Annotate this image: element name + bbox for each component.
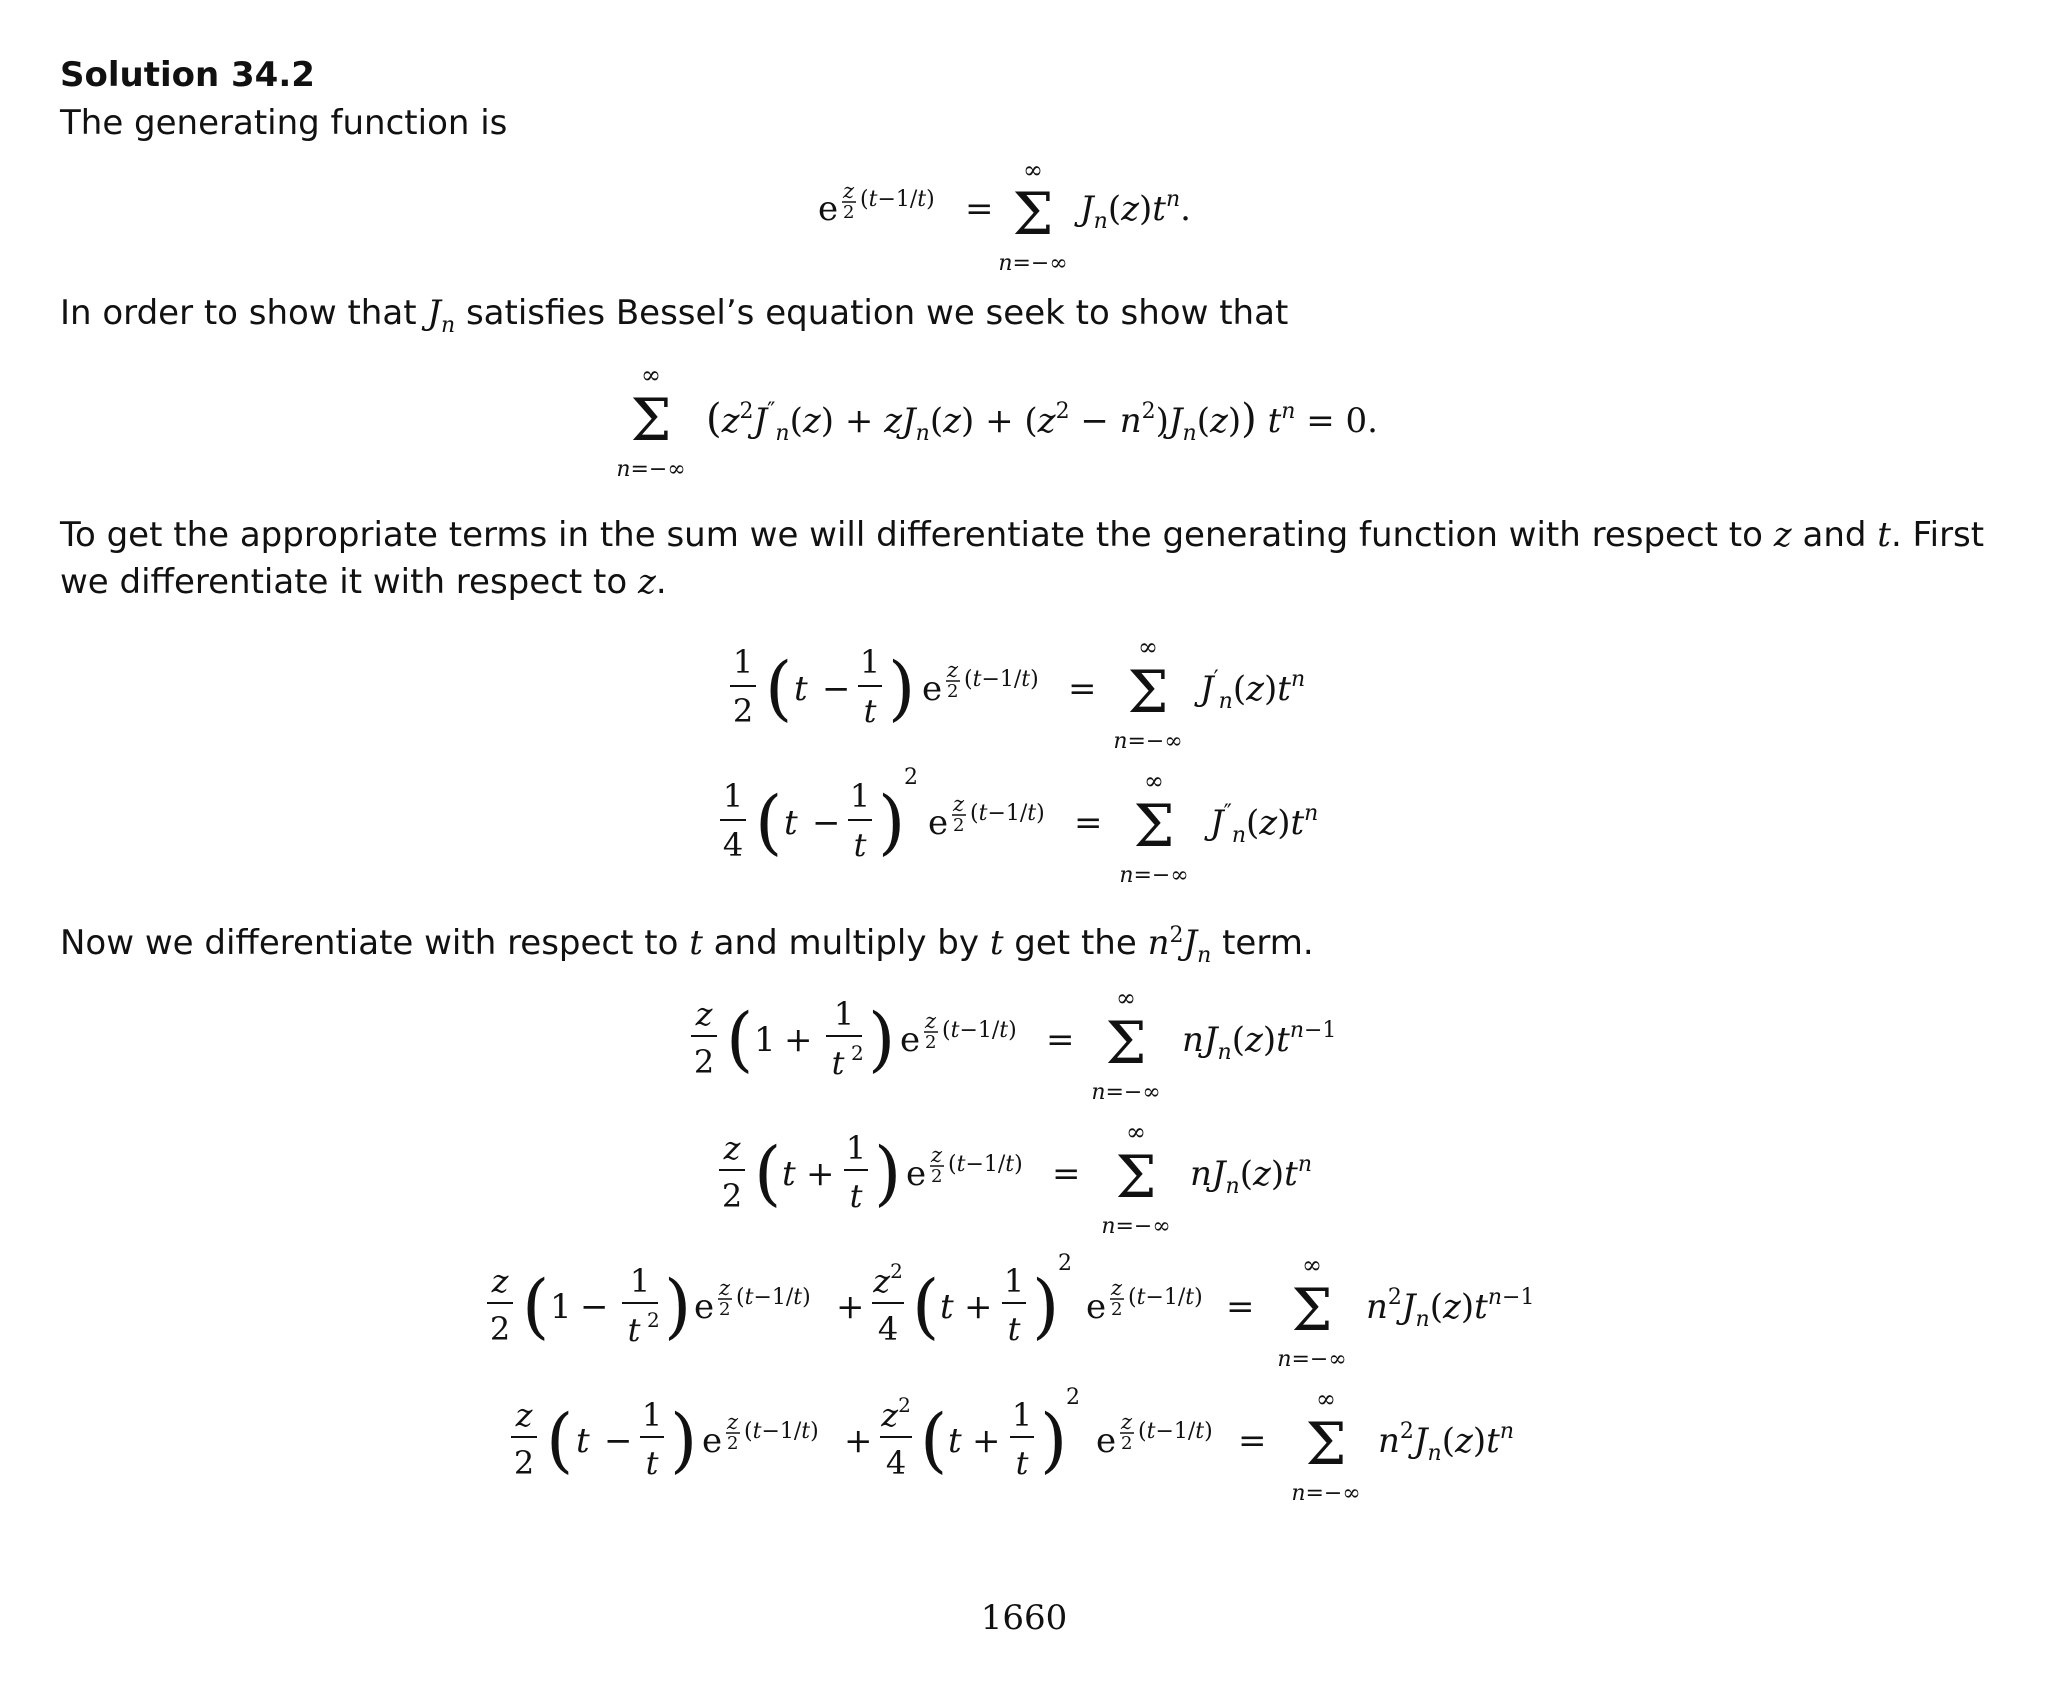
svg-text:(z2J″n(z) + zJn(z) + (z2 − n2): $(z^2J''_n(z) + zJ_n(z) + (z^2 - n^2)J_n(z)) t^n = 0$. (706, 396, 1378, 446)
svg-text:): ) (1040, 1399, 1068, 1481)
svg-text:2: 2 (953, 815, 965, 836)
svg-text:=: = (965, 189, 994, 229)
svg-text:Σ: Σ (1105, 1009, 1147, 1077)
svg-text:n=−∞: n=−∞ (1291, 1481, 1361, 1506)
svg-text:nJn(z)tn: $nJ_n(z)t^n$ (1190, 1152, 1312, 1199)
svg-text:n=−∞: n=−∞ (1119, 863, 1189, 888)
svg-text:n=−∞: n=−∞ (1277, 1347, 1347, 1372)
svg-text:t: t (863, 692, 877, 730)
svg-text:(t−1/t): (t−1/t) (942, 1018, 1017, 1043)
svg-text:1: 1 (722, 777, 744, 815)
svg-text:t: t (831, 1044, 845, 1082)
svg-text:4: 4 (877, 1310, 899, 1348)
svg-text:t: t (782, 1154, 796, 1194)
svg-text:z: z (515, 1396, 533, 1434)
svg-text:2: 2 (719, 1299, 731, 1320)
svg-text:): ) (888, 647, 916, 729)
svg-text:=: = (1052, 1154, 1081, 1194)
equation-dt-times-t (719, 1118, 1312, 1239)
svg-text:(t−1/t): (t−1/t) (1138, 1419, 1213, 1444)
svg-text:2: 2 (1111, 1299, 1123, 1320)
equation-dt-second (487, 1251, 1534, 1372)
svg-text:n=−∞: n=−∞ (1091, 1080, 1161, 1105)
svg-text:∞: ∞ (1302, 1251, 1322, 1279)
svg-text:t: t (948, 1421, 962, 1461)
svg-text:+: + (972, 1421, 1001, 1461)
svg-text:(t−1/t): (t−1/t) (860, 187, 935, 212)
svg-text:+: + (784, 1020, 813, 1060)
svg-text:=: = (1226, 1287, 1255, 1327)
svg-text:−: − (812, 803, 841, 843)
svg-text:Σ: Σ (1133, 792, 1175, 860)
svg-text:(: ( (765, 647, 793, 729)
svg-text:(t−1/t): (t−1/t) (744, 1419, 819, 1444)
svg-text:t: t (940, 1287, 954, 1327)
svg-text:1: 1 (732, 643, 754, 681)
svg-text:e: e (928, 803, 949, 843)
svg-text:z: z (719, 1276, 731, 1300)
svg-text:z: z (947, 658, 959, 682)
svg-text:+: + (836, 1287, 865, 1327)
svg-text:−: − (822, 669, 851, 709)
svg-text:): ) (868, 998, 896, 1080)
svg-text:2: 2 (727, 1433, 739, 1454)
svg-text:1: 1 (849, 777, 871, 815)
svg-text:t: t (576, 1421, 590, 1461)
svg-text:J′n(z)tn: $J'_n(z)t^n$ (1200, 667, 1306, 714)
svg-text:z2: $z^2$ (881, 1393, 911, 1434)
svg-text:): ) (878, 781, 906, 863)
svg-text:): ) (1032, 1265, 1060, 1347)
svg-text:J″n(z)tn: $J''_n(z)t^n$ (1210, 801, 1319, 848)
equation-generating-function (818, 156, 1191, 276)
svg-text:1: 1 (833, 995, 855, 1033)
paragraph-differentiate: To get the appropriate terms in the sum we will differentiate the generating function with respect to z and t. First we differentiate it with respect to z. (60, 515, 1985, 602)
svg-text:(t−1/t): (t−1/t) (964, 667, 1039, 692)
svg-text:2: 2 (489, 1310, 511, 1348)
svg-text:=: = (1046, 1020, 1075, 1060)
svg-text:e: e (922, 669, 943, 709)
svg-text:(t−1/t): (t−1/t) (948, 1152, 1023, 1177)
svg-text:1: 1 (859, 643, 881, 681)
svg-text:2: 2 (721, 1177, 743, 1215)
svg-text:2: 2 (1066, 1385, 1080, 1410)
svg-text:(: ( (920, 1399, 948, 1481)
svg-text:n2Jn(z)tn: $n^2J_n(z)t^n$ (1378, 1419, 1515, 1466)
svg-text:1: 1 (629, 1262, 651, 1300)
svg-text:+: + (806, 1154, 835, 1194)
svg-text:4: 4 (722, 826, 744, 864)
equation-dt-second-times-t (511, 1385, 1514, 1506)
svg-text:(t−1/t): (t−1/t) (970, 801, 1045, 826)
svg-text:z: z (1111, 1276, 1123, 1300)
solution-heading: Solution 34.2 (60, 55, 315, 95)
svg-text:4: 4 (885, 1444, 907, 1482)
svg-text:z: z (843, 179, 855, 203)
svg-text:(t−1/t): (t−1/t) (736, 1285, 811, 1310)
svg-text:t: t (627, 1311, 641, 1349)
svg-text:n=−∞: n=−∞ (998, 251, 1068, 276)
svg-text:t: t (645, 1444, 659, 1482)
svg-text:2: 2 (843, 202, 855, 223)
svg-text:z: z (695, 995, 713, 1033)
svg-text:z: z (953, 792, 965, 816)
svg-text:n2Jn(z)tn−1: $n^2J_n(z)t^{n-1}$ (1366, 1285, 1535, 1332)
page-number: 1660 (980, 1598, 1068, 1638)
svg-text:e: e (1096, 1421, 1117, 1461)
svg-text:(t−1/t): (t−1/t) (1128, 1285, 1203, 1310)
svg-text:(: ( (522, 1265, 550, 1347)
svg-text:2: 2 (904, 765, 918, 790)
equation-dz-second (720, 765, 1318, 888)
paragraph-intro: The generating function is (60, 103, 508, 143)
svg-text:+: + (844, 1421, 873, 1461)
svg-text:z2: $z^2$ (873, 1259, 903, 1300)
svg-text:(: ( (754, 1132, 782, 1214)
svg-text:2: 2 (947, 681, 959, 702)
svg-text:(: ( (726, 998, 754, 1080)
svg-text:z: z (727, 1410, 739, 1434)
svg-text:e: e (818, 189, 839, 229)
svg-text:1: 1 (641, 1396, 663, 1434)
svg-text:2: 2 (851, 1041, 864, 1065)
svg-text:Jn(z)tn.: $J_n(z)t^n$. (1080, 187, 1191, 234)
svg-text:∞: ∞ (641, 361, 661, 389)
equation-dt-first (691, 984, 1336, 1105)
svg-text:z: z (931, 1143, 943, 1167)
svg-text:2: 2 (693, 1043, 715, 1081)
svg-text:∞: ∞ (1316, 1385, 1336, 1413)
svg-text:1: 1 (1011, 1396, 1033, 1434)
svg-text:∞: ∞ (1126, 1118, 1146, 1146)
svg-text:Σ: Σ (1305, 1410, 1347, 1478)
svg-text:1: 1 (754, 1020, 776, 1060)
svg-text:Σ: Σ (630, 386, 672, 454)
svg-text:n=−∞: n=−∞ (1101, 1214, 1171, 1239)
svg-text:2: 2 (513, 1444, 535, 1482)
svg-text:+: + (964, 1287, 993, 1327)
equation-dz-first (730, 633, 1305, 754)
svg-text:2: 2 (925, 1032, 937, 1053)
svg-text:(: ( (546, 1399, 574, 1481)
svg-text:z: z (1121, 1410, 1133, 1434)
svg-text:): ) (874, 1132, 902, 1214)
svg-text:e: e (900, 1020, 921, 1060)
svg-text:1: 1 (1003, 1262, 1025, 1300)
svg-text:t: t (784, 803, 798, 843)
svg-text:): ) (664, 1265, 692, 1347)
svg-text:Σ: Σ (1291, 1276, 1333, 1344)
svg-text:n=−∞: n=−∞ (1113, 729, 1183, 754)
svg-text:z: z (491, 1262, 509, 1300)
svg-text:1: 1 (550, 1287, 572, 1327)
svg-text:e: e (702, 1421, 723, 1461)
svg-text:2: 2 (1121, 1433, 1133, 1454)
svg-text:(: ( (912, 1265, 940, 1347)
svg-text:=: = (1068, 669, 1097, 709)
svg-text:t: t (853, 826, 867, 864)
svg-text:Σ: Σ (1012, 180, 1054, 248)
svg-text:e: e (1086, 1287, 1107, 1327)
svg-text:∞: ∞ (1116, 984, 1136, 1012)
svg-text:(: ( (755, 781, 783, 863)
svg-text:∞: ∞ (1138, 633, 1158, 661)
svg-text:=: = (1074, 803, 1103, 843)
svg-text:2: 2 (931, 1166, 943, 1187)
svg-text:∞: ∞ (1144, 767, 1164, 795)
svg-text:t: t (1015, 1444, 1029, 1482)
svg-text:e: e (906, 1154, 927, 1194)
svg-text:z: z (925, 1009, 937, 1033)
svg-text:t: t (794, 669, 808, 709)
svg-text:2: 2 (1058, 1251, 1072, 1276)
svg-text:nJn(z)tn−1: $nJ_n(z)t^{n-1}$ (1182, 1018, 1337, 1065)
svg-text:z: z (723, 1129, 741, 1167)
svg-text:t: t (849, 1177, 863, 1215)
svg-text:Σ: Σ (1127, 658, 1169, 726)
svg-text:n=−∞: n=−∞ (616, 457, 686, 482)
svg-text:t: t (1007, 1310, 1021, 1348)
equation-bessel-sum (616, 361, 1378, 482)
svg-text:2: 2 (732, 692, 754, 730)
svg-text:−: − (604, 1421, 633, 1461)
paragraph-t-derivative: Now we differentiate with respect to t and multiply by t get the $n^2J_n$ term. (60, 923, 1314, 968)
svg-text:∞: ∞ (1023, 156, 1043, 184)
svg-text:−: − (580, 1287, 609, 1327)
svg-text:): ) (670, 1399, 698, 1481)
svg-text:e: e (694, 1287, 715, 1327)
paragraph-bessel: In order to show that $J_n$ satisfies Bessel’s equation we seek to show that (60, 293, 1289, 338)
svg-text:=: = (1238, 1421, 1267, 1461)
svg-text:1: 1 (845, 1129, 867, 1167)
svg-text:2: 2 (647, 1308, 660, 1332)
svg-text:Σ: Σ (1115, 1143, 1157, 1211)
